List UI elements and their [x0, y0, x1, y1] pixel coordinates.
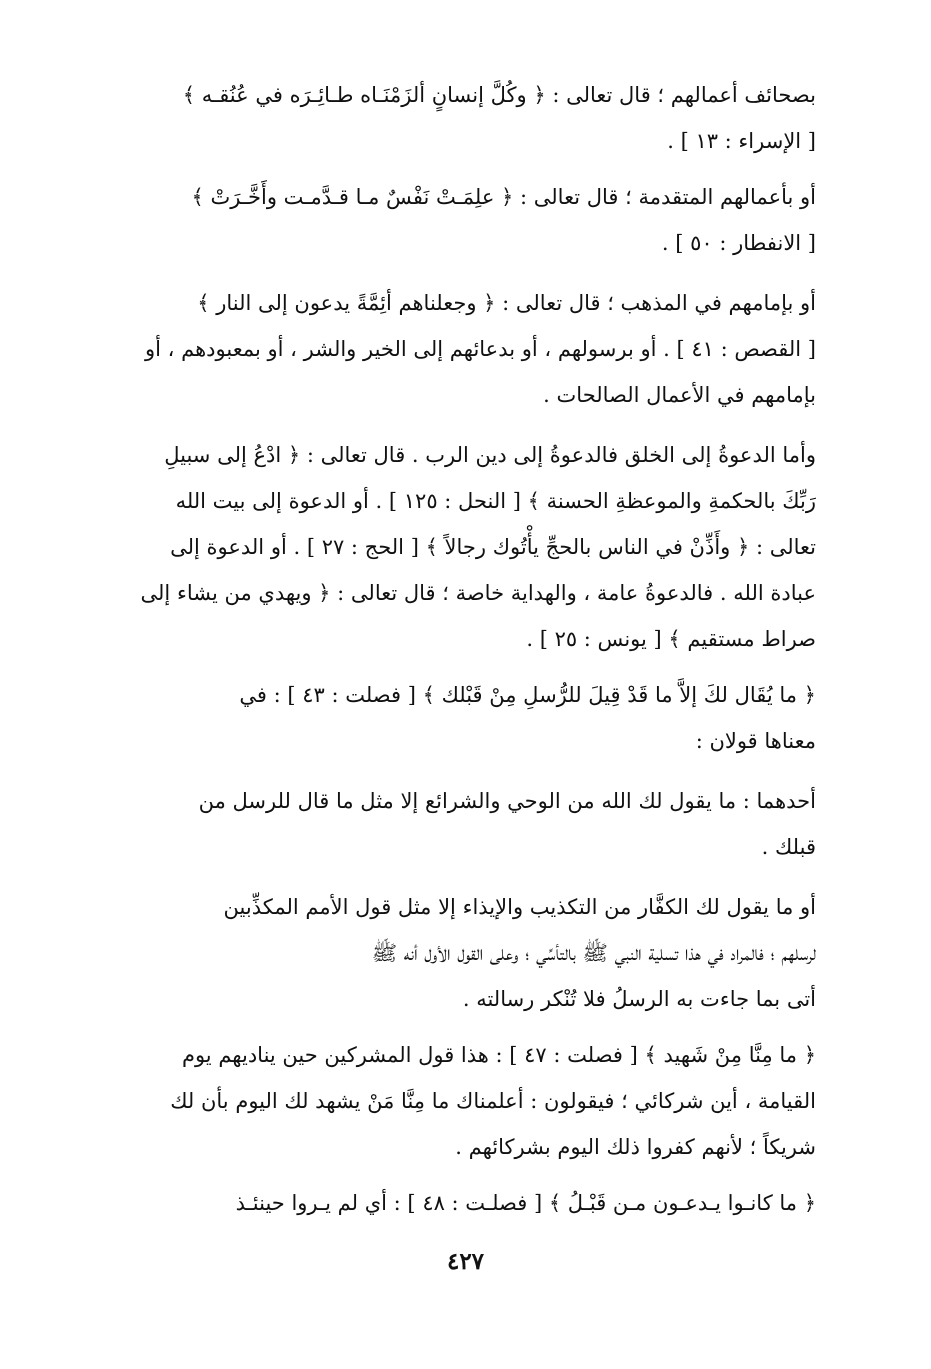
text-line: أو ما يقول لك الكفَّار من التكذيب والإيذاء إلا مثل قول الأمم المكذِّبين	[223, 895, 816, 919]
paragraph-second-opinion	[116, 884, 816, 1022]
text-line: عبادة الله . فالدعوةُ عامة ، والهداية خاصة ؛ قال تعالى : ﴿ ويهدي من يشاء إلى	[140, 581, 816, 605]
paragraph-dawa	[116, 432, 816, 662]
page-body	[116, 72, 816, 1236]
text-line: ﴿ ما كانـوا يـدعـون مـن قَبْـلُ ﴾ [ فصلـت : ٤٨ ] : أي لم يـروا حينئـذ	[235, 1191, 816, 1215]
paragraph-amal-mutaqaddima	[116, 174, 816, 266]
text-line: أحدهما : ما يقول لك الله من الوحي والشرائع إلا مثل ما قال للرسل من	[198, 789, 816, 813]
text-line: أتى بما جاءت به الرسلُ فلا تُنْكر رسالته .	[462, 987, 816, 1011]
text-line: [ الإسراء : ١٣ ] .	[667, 129, 816, 153]
text-line: ﴿ ما مِنَّا مِنْ شَهيد ﴾ [ فصلت : ٤٧ ] : هذا قول المشركين حين يناديهم يوم	[181, 1043, 816, 1067]
paragraph-fussilat-48	[116, 1180, 816, 1226]
text-line: بإمامهم في الأعمال الصالحات .	[543, 383, 816, 407]
text-line: لرسلهم ؛ فالمراد في هذا تسلية النبي ﷺ بالتأسِّي ؛ وعلى القول الأول أنه ﷺ	[371, 941, 816, 965]
paragraph-first-opinion	[116, 778, 816, 870]
text-line: قبلك .	[761, 835, 816, 859]
text-line: القيامة ، أين شركائي ؛ فيقولون : أعلمناك ما مِنَّا مَنْ يشهد لك اليوم بأن لك	[170, 1089, 816, 1113]
text-line: شريكاً ؛ لأنهم كفروا ذلك اليوم بشركائهم .	[455, 1135, 816, 1159]
text-line: [ القصص : ٤١ ] . أو برسولهم ، أو بدعائهم إلى الخير والشر ، أو بمعبودهم ، أو	[145, 337, 816, 361]
text-line: أو بأعمالهم المتقدمة ؛ قال تعالى : ﴿ علِمَـتْ نَفْسٌ مـا قـدَّمـت وأَخَّـرَتْ ﴾	[191, 185, 816, 209]
paragraph-suhuf-amal	[116, 72, 816, 164]
text-line: صراط مستقيم ﴾ [ يونس : ٢٥ ] .	[526, 627, 816, 651]
text-line: رَبِّكَ بالحكمةِ والموعظةِ الحسنة ﴾ [ النحل : ١٢٥ ] . أو الدعوة إلى بيت الله	[175, 489, 816, 513]
paragraph-imam-madhhab	[116, 280, 816, 418]
text-line: معناها قولان :	[695, 729, 816, 753]
text-line: أو بإمامهم في المذهب ؛ قال تعالى : ﴿ وجعلناهم أئِمَّةً يدعون إلى النار ﴾	[197, 291, 816, 315]
paragraph-fussilat-43	[116, 672, 816, 764]
page-number: ٤٢٧	[446, 1248, 485, 1275]
text-line: تعالى : ﴿ وأَذِّنْ في الناس بالحجِّ يأْتُوك رجالاً ﴾ [ الحج : ٢٧ ] . أو الدعوة إلى	[170, 535, 816, 559]
text-line: وأما الدعوةُ إلى الخلق فالدعوةُ إلى دين الرب . قال تعالى : ﴿ ادْعُ إلى سبيلِ	[164, 443, 816, 467]
text-line: بصحائف أعمالهم ؛ قال تعالى : ﴿ وكُلَّ إنسانٍ ألزَمْنَـاه طـائِـرَه في عُنُقـه ﴾	[182, 83, 816, 107]
paragraph-fussilat-47	[116, 1032, 816, 1170]
text-line: [ الانفطار : ٥٠ ] .	[661, 231, 816, 255]
text-line: ﴿ ما يُقَال لكَ إلاَّ ما قَدْ قِيلَ للرُّسلِ مِنْ قَبْلك ﴾ [ فصلت : ٤٣ ] : في	[239, 683, 816, 707]
